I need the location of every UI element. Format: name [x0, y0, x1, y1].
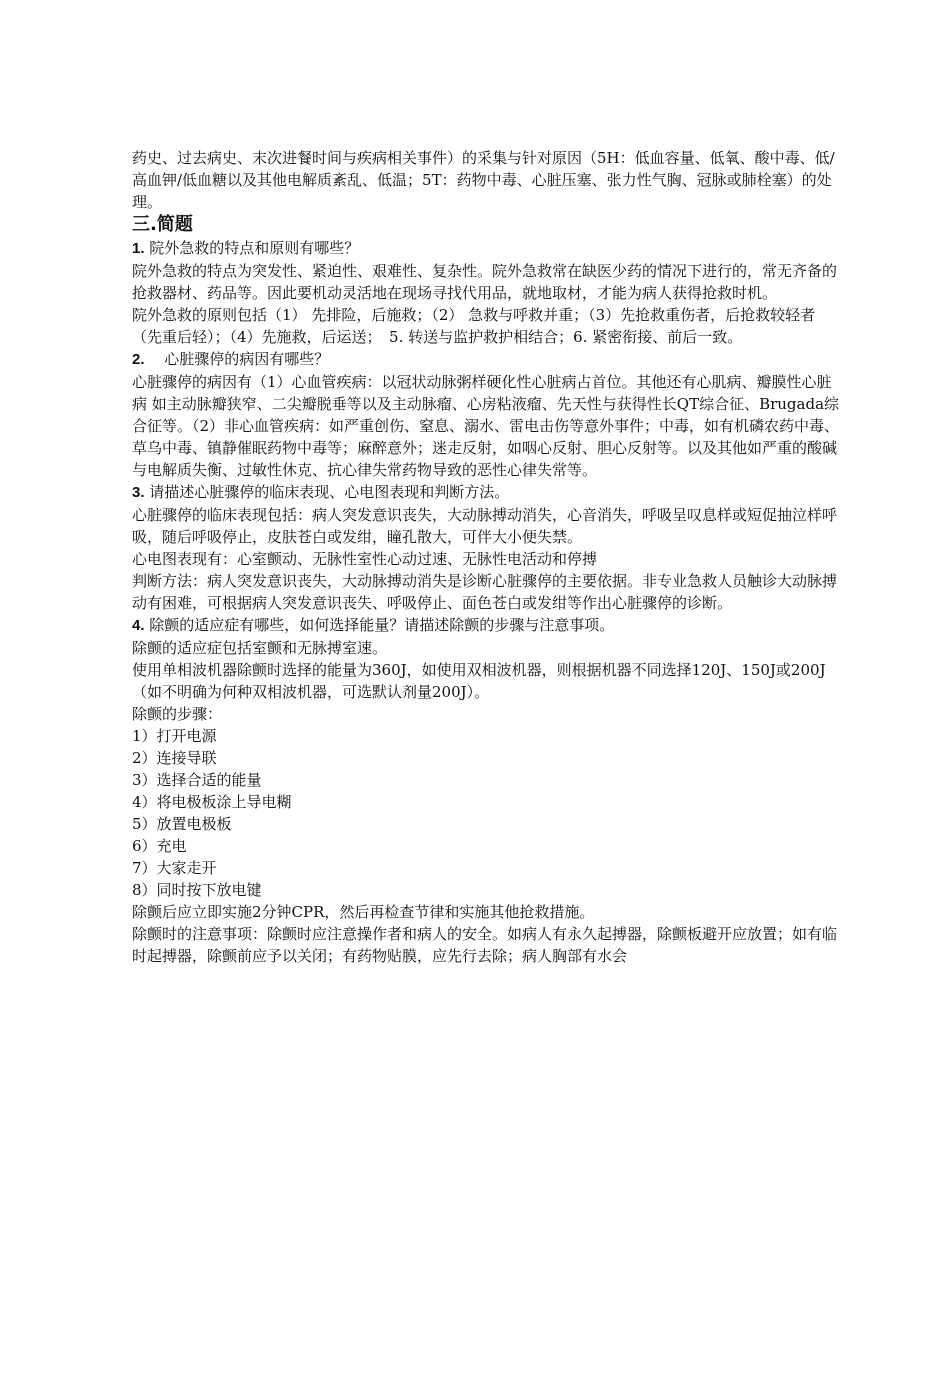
step-item: 2）连接导联 — [132, 749, 217, 767]
section-title: 三.简题 — [132, 214, 193, 235]
question-2-text: 心脏骤停的病因有哪些？ — [144, 350, 330, 368]
answer-1-part-1: 院外急救的特点为突发性、紧迫性、艰难性、复杂性。院外急救常在缺医少药的情况下进行的，常无齐备的抢救器材、药品等。因此要机动灵活地在现场寻找代用品，就地取材，才能为病人获得抢救时机。 — [132, 262, 838, 302]
question-4-number: 4. — [132, 617, 145, 634]
steps-title: 除颤的步骤： — [132, 705, 223, 723]
question-1 — [132, 237, 844, 260]
precautions: 除颤时的注意事项：除颤时应注意操作者和病人的安全。如病人有永久起搏器，除颤板避开应放置；如有临时起搏器，除颤前应予以关闭；有药物贴膜，应先行去除；病人胸部有水会 — [132, 925, 838, 965]
answer-3-part-3: 判断方法：病人突发意识丧失，大动脉搏动消失是诊断心脏骤停的主要依据。非专业急救人员触诊大动脉搏动有困难，可根据病人突发意识丧失、呼吸停止、面色苍白或发绀等作出心脏骤停的诊断。 — [132, 572, 838, 612]
document-page — [132, 147, 844, 967]
step-item: 7）大家走开 — [132, 859, 217, 877]
question-1-text: 院外急救的特点和原则有哪些？ — [144, 239, 360, 257]
step-item: 4）将电极板涂上导电糊 — [132, 793, 292, 811]
step-item: 5）放置电极板 — [132, 815, 232, 833]
intro-paragraph: 药史、过去病史、末次进餐时间与疾病相关事件）的采集与针对原因（5H：低血容量、低氧、酸中毒、低/高血钾/低血糖以及其他电解质紊乱、低温；5T：药物中毒、心脏压塞、张力性气胸、冠脉或肺栓塞）的处理。 — [132, 149, 835, 211]
question-3-number: 3. — [132, 484, 145, 501]
answer-3-part-2: 心电图表现有：心室颤动、无脉性室性心动过速、无脉性电活动和停搏 — [132, 550, 598, 568]
question-2-number: 2. — [132, 351, 145, 368]
step-item: 3）选择合适的能量 — [132, 771, 262, 789]
after-defibrillation: 除颤后应立即实施2分钟CPR，然后再检查节律和实施其他抢救措施。 — [132, 903, 595, 921]
question-1-number: 1. — [132, 240, 145, 257]
step-item: 8）同时按下放电键 — [132, 881, 262, 899]
question-3-text: 请描述心脏骤停的临床表现、心电图表现和判断方法。 — [144, 483, 510, 501]
question-4 — [132, 614, 844, 637]
step-item: 6）充电 — [132, 837, 187, 855]
question-3 — [132, 481, 844, 504]
question-4-text: 除颤的适应症有哪些，如何选择能量？请描述除颤的步骤与注意事项。 — [144, 616, 615, 634]
answer-3-part-1: 心脏骤停的临床表现包括：病人突发意识丧失，大动脉搏动消失，心音消失，呼吸呈叹息样或短促抽泣样呼吸，随后呼吸停止，皮肤苍白或发绀，瞳孔散大，可伴大小便失禁。 — [132, 506, 838, 546]
answer-4-part-1: 除颤的适应症包括室颤和无脉搏室速。 — [132, 639, 388, 657]
answer-4-part-2: 使用单相波机器除颤时选择的能量为360J，如使用双相波机器，则根据机器不同选择120J、150J或200J（如不明确为何种双相波机器，可选默认剂量200J）。 — [132, 661, 826, 701]
answer-2: 心脏骤停的病因有（1）心血管疾病：以冠状动脉粥样硬化性心脏病占首位。其他还有心肌病、瓣膜性心脏病 如主动脉瓣狭窄、二尖瓣脱垂等以及主动脉瘤、心房粘液瘤、先天性与获得性长QT综合征、Brugada综合征等。（2）非心血管疾病：如严重创伤、窒息、溺水、雷电击伤等意外事件；中毒，如有机磷农药中毒、草乌中毒、镇静催眠药物中毒等；麻醉意外；迷走反射，如咽心反射、胆心反射等。以及其他如严重的酸碱与电解质失衡、过敏性休克、抗心律失常药物导致的恶性心律失常等。 — [132, 373, 840, 479]
step-item: 1）打开电源 — [132, 727, 217, 745]
steps-list — [132, 725, 844, 901]
question-2 — [132, 348, 844, 371]
answer-1-part-2: 院外急救的原则包括（1） 先排险，后施救；（2） 急救与呼救并重；（3）先抢救重伤者，后抢救较轻者（先重后轻）；（4）先施救，后运送； 5. 转送与监护救护相结合；6. 紧密衔接、前后一致。 — [132, 306, 816, 346]
